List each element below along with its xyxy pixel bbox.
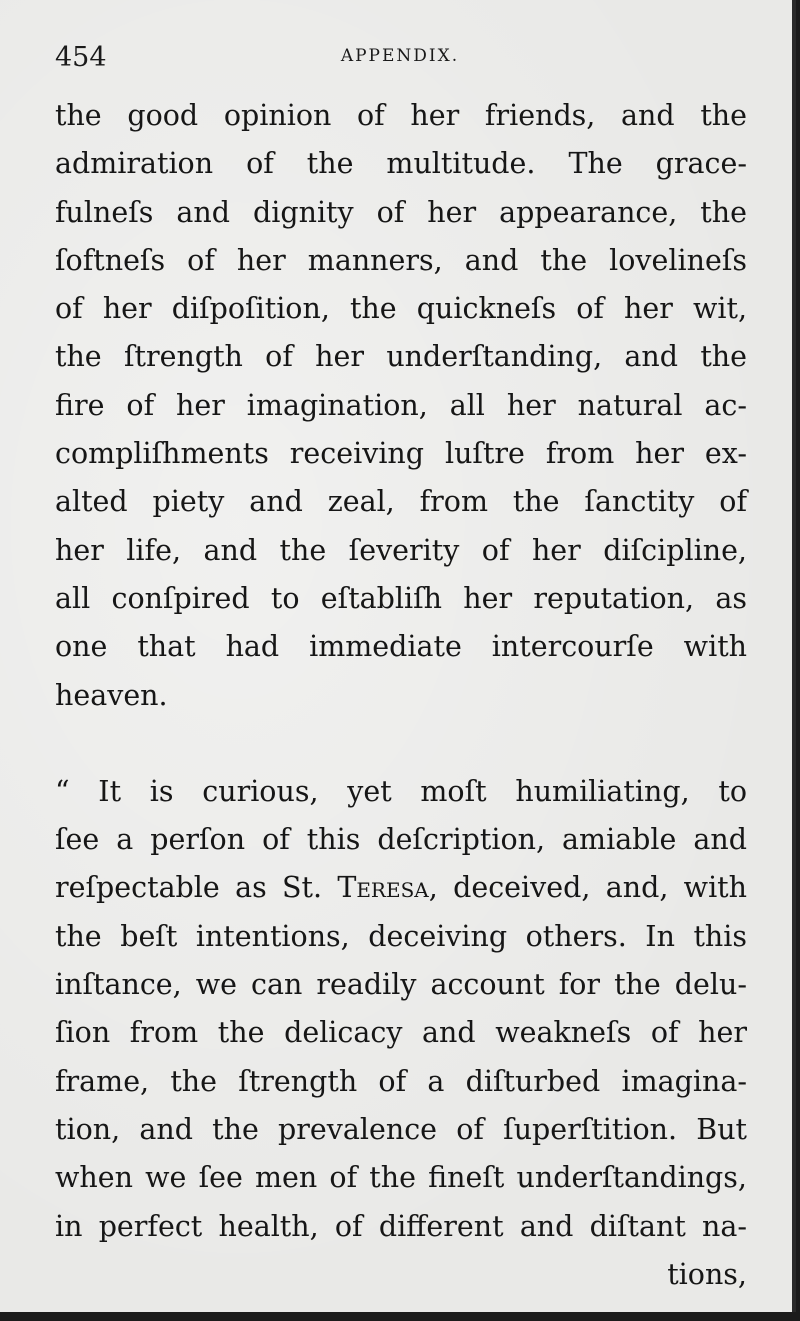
saint-name: Teresa — [337, 871, 429, 905]
text-line: fulneſs and dignity of her appearance, the — [55, 195, 747, 229]
text-line: ſee a perſon of this deſcription, amiable and — [55, 823, 747, 857]
text-line: alted piety and zeal, from the ſanctity of — [55, 485, 747, 519]
text-line: ſion from the delicacy and weakneſs of her — [55, 1016, 747, 1050]
text-line: fire of her imagination, all her natural ac- — [55, 388, 747, 422]
body-text — [55, 92, 747, 1299]
text-line: her life, and the ſeverity of her diſcipline, — [55, 533, 747, 567]
paragraph-2 — [55, 768, 747, 1251]
text-line: “ It is curious, yet moſt humiliating, to — [55, 774, 747, 808]
running-head: APPENDIX. — [340, 46, 460, 66]
page-header — [55, 42, 745, 72]
text-segment: reſpectable as St. — [55, 871, 338, 905]
text-line: the beſt intentions, deceiving others. In this — [55, 919, 747, 953]
text-line: frame, the ſtrength of a diſturbed imagina- — [55, 1064, 747, 1098]
page-number: 454 — [55, 42, 107, 73]
text-line: inſtance, we can readily account for the delu- — [55, 968, 747, 1002]
text-line: in perfect health, of different and diſtant na- — [55, 1209, 747, 1243]
text-line: the ſtrength of her underſtanding, and the — [55, 340, 747, 374]
text-segment: , deceived, and, with — [428, 871, 747, 905]
paragraph-1 — [55, 92, 747, 720]
paragraph-gap — [55, 720, 747, 768]
catchword: tions, — [667, 1257, 747, 1291]
text-line: one that had immediate intercourſe with — [55, 630, 747, 664]
text-line — [55, 864, 747, 912]
text-line: heaven. — [55, 678, 168, 712]
text-line: ſoftneſs of her manners, and the lovelineſs — [55, 243, 747, 277]
text-line: admiration of the multitude. The grace- — [55, 147, 747, 181]
text-line: compliſhments receiving luſtre from her ex- — [55, 437, 747, 471]
text-line: all conſpired to eſtabliſh her reputation, as — [55, 581, 747, 615]
text-line: when we ſee men of the fineſt underſtandings, — [55, 1161, 747, 1195]
text-line: the good opinion of her friends, and the — [55, 99, 747, 132]
text-line: of her diſpoſition, the quickneſs of her wit, — [55, 292, 747, 326]
text-line: tion, and the prevalence of ſuperſtition. But — [55, 1112, 747, 1146]
